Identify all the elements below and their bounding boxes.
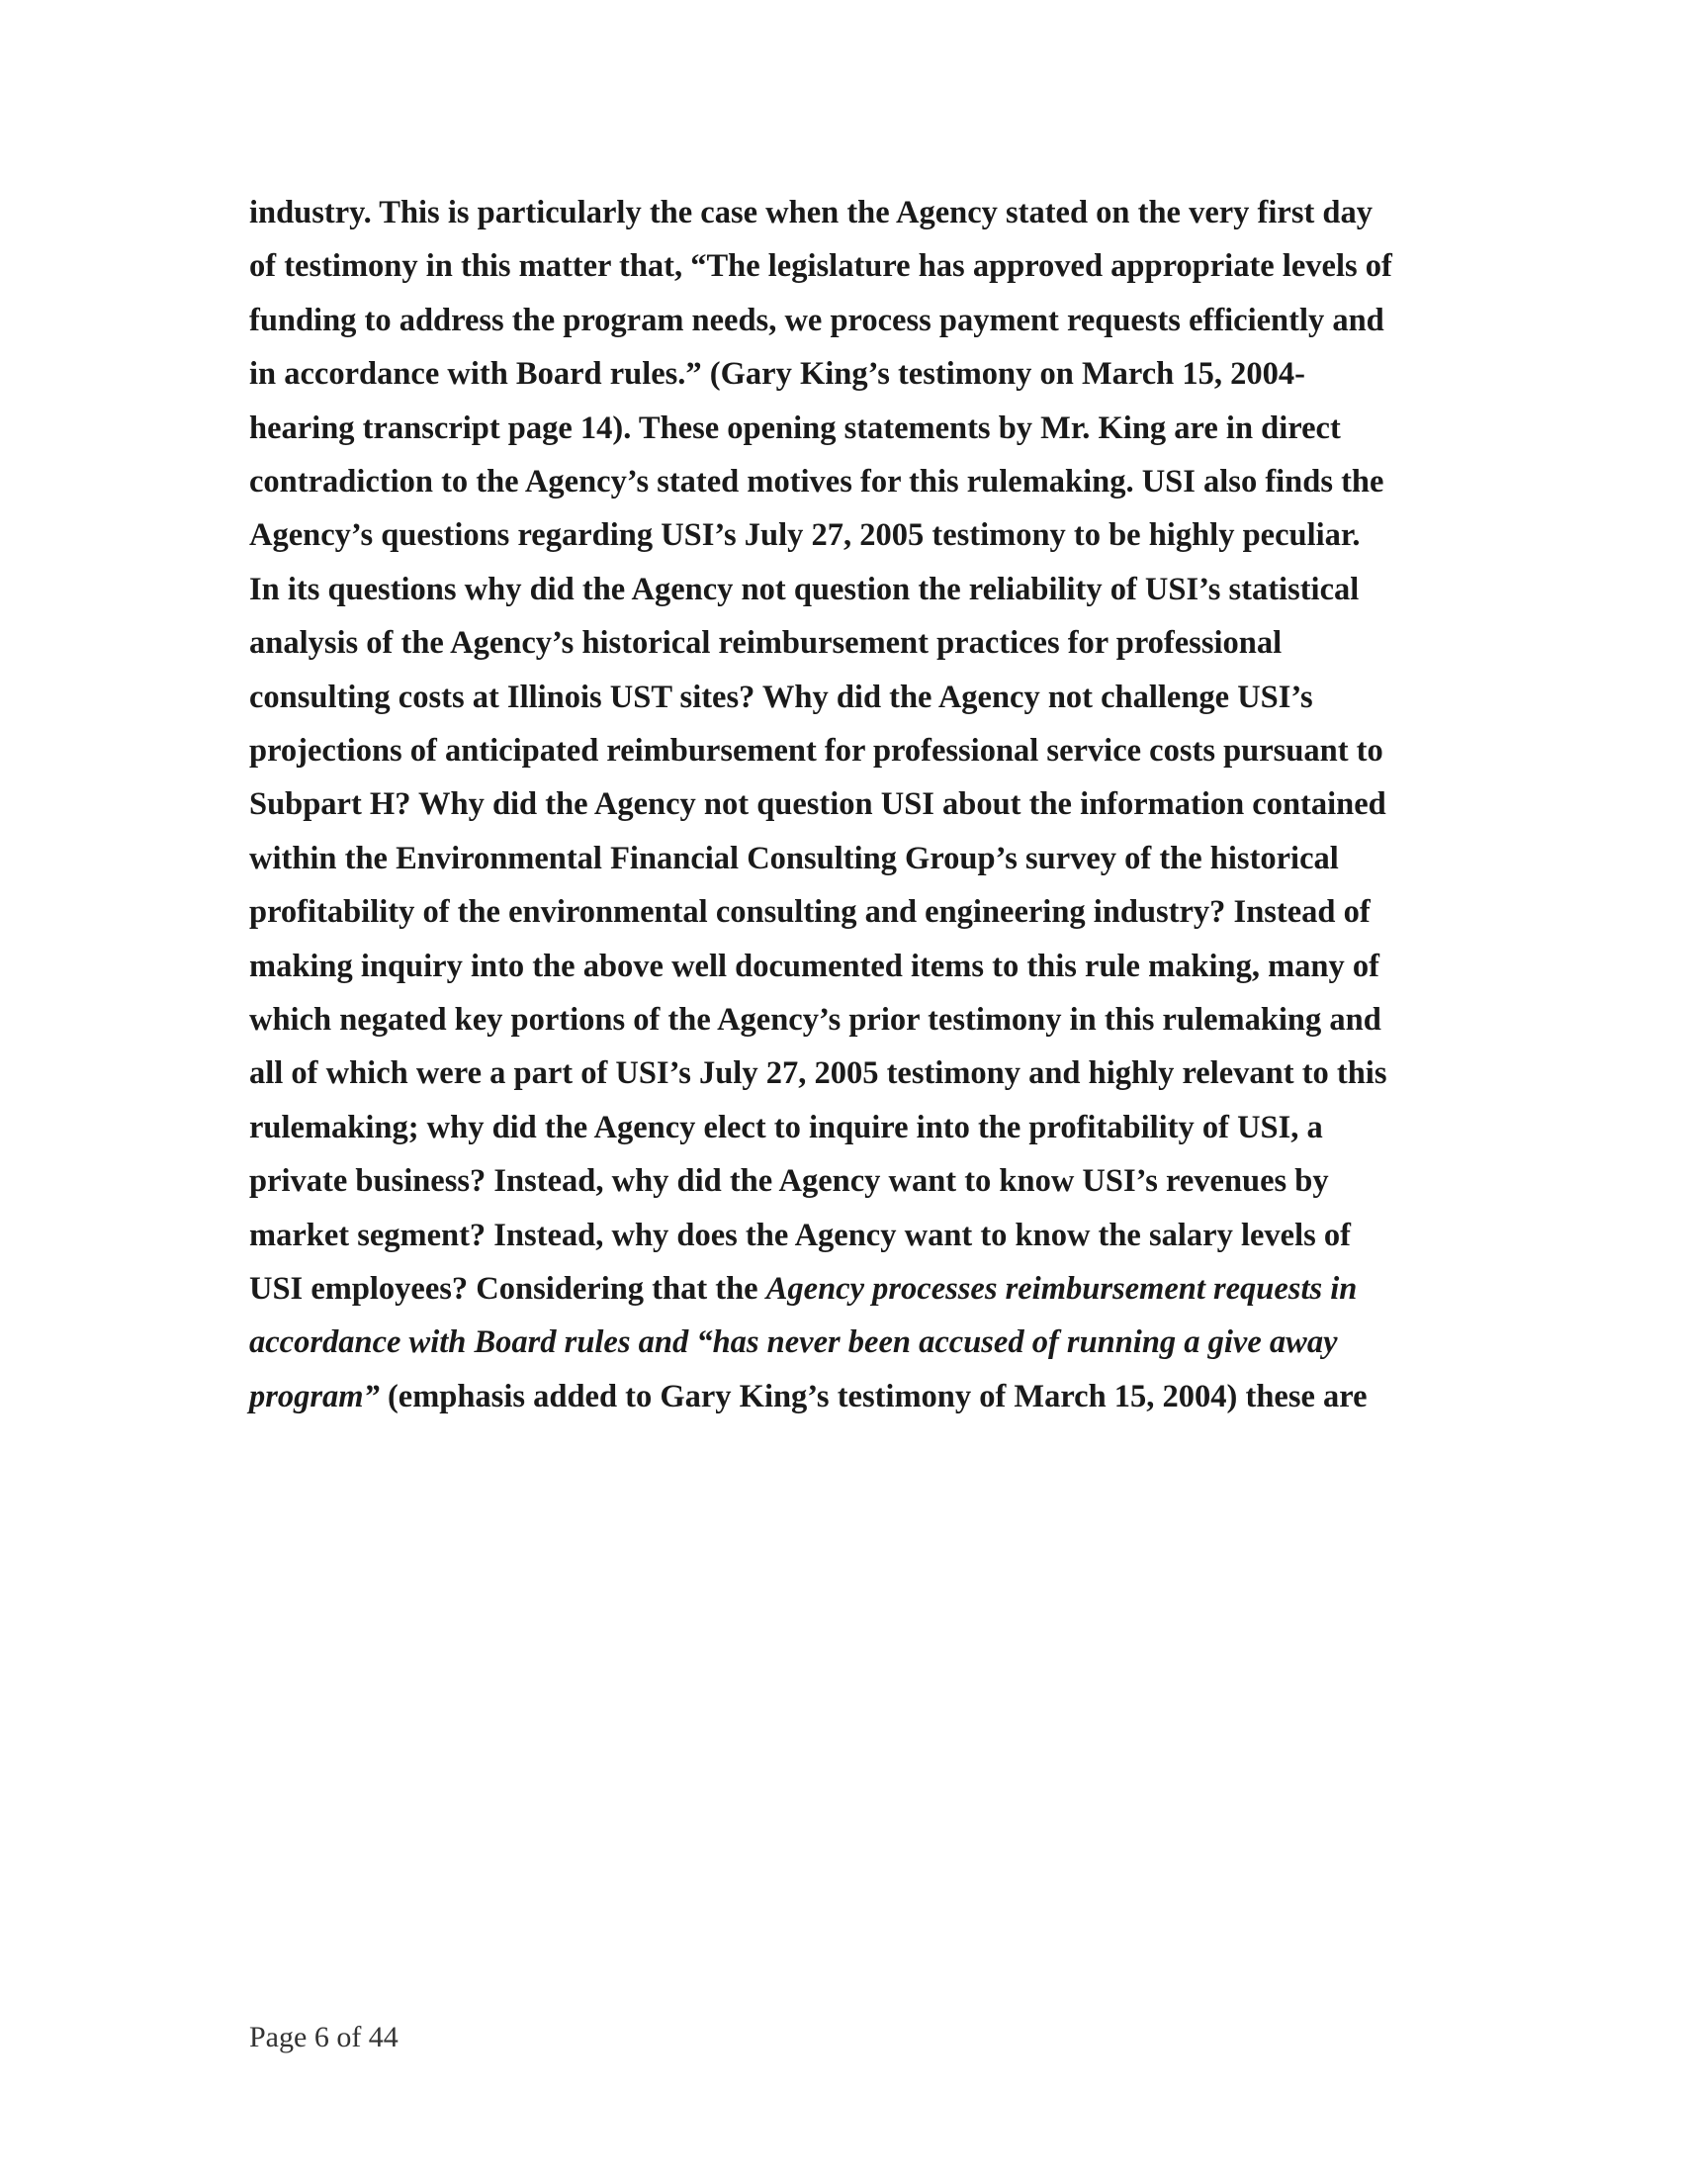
text-line bbox=[249, 236, 1392, 296]
text-line bbox=[249, 668, 1313, 727]
page-number: Page 6 of 44 bbox=[249, 2021, 399, 2053]
text-line bbox=[249, 990, 1381, 1049]
text-segment: Agency’s questions regarding USI’s July 27, 2005 testimony to be highly peculiar. bbox=[249, 517, 1361, 554]
text-segment: within the Environmental Financial Consulting Group’s survey of the historical bbox=[249, 840, 1339, 876]
text-segment: In its questions why did the Agency not question the reliability of USI’s statistical bbox=[249, 571, 1360, 607]
text-line bbox=[249, 452, 1383, 511]
text-line bbox=[249, 291, 1384, 350]
text-line bbox=[249, 1151, 1329, 1211]
text-line bbox=[249, 721, 1383, 780]
text-segment: of testimony in this matter that, “The legislature has approved appropriate levels of bbox=[249, 248, 1392, 285]
text-segment: USI employees? Considering that the bbox=[249, 1271, 766, 1307]
text-segment: rulemaking; why did the Agency elect to inquire into the profitability of USI, a bbox=[249, 1109, 1323, 1145]
text-line bbox=[249, 1259, 1357, 1319]
emphasis-text: program” bbox=[249, 1378, 380, 1414]
text-segment: contradiction to the Agency’s stated motives for this rulemaking. USI also finds the bbox=[249, 464, 1384, 500]
text-segment: projections of anticipated reimbursement for professional service costs pursuant to bbox=[249, 733, 1383, 769]
text-line bbox=[249, 937, 1379, 996]
text-line bbox=[249, 1044, 1386, 1103]
text-segment: private business? Instead, why did the Agency want to know USI’s revenues by bbox=[249, 1163, 1329, 1200]
text-segment: all of which were a part of USI’s July 27, 2005 testimony and highly relevant to this bbox=[249, 1055, 1387, 1092]
text-line bbox=[249, 1313, 1338, 1372]
text-segment: Subpart H? Why did the Agency not question USI about the information contained bbox=[249, 786, 1386, 823]
text-line bbox=[249, 1367, 1368, 1426]
text-line bbox=[249, 505, 1360, 565]
emphasis-text: accordance with Board rules and “has never been accused of running a give away bbox=[249, 1324, 1338, 1361]
text-segment: (emphasis added to Gary King’s testimony of March 15, 2004) these are bbox=[379, 1378, 1368, 1414]
text-segment: making inquiry into the above well documented items to this rule making, many of bbox=[249, 948, 1379, 984]
text-line bbox=[249, 399, 1341, 458]
text-line bbox=[249, 829, 1339, 888]
text-segment: consulting costs at Illinois UST sites? Why did the Agency not challenge USI’s bbox=[249, 679, 1313, 715]
text-segment: which negated key portions of the Agency’s prior testimony in this rulemaking and bbox=[249, 1002, 1381, 1038]
text-line bbox=[249, 183, 1373, 242]
text-segment: industry. This is particularly the case when the Agency stated on the very first day bbox=[249, 195, 1373, 230]
text-segment: profitability of the environmental consulting and engineering industry? Instead of bbox=[249, 894, 1371, 931]
text-segment: in accordance with Board rules.” (Gary King’s testimony on March 15, 2004- bbox=[249, 356, 1305, 393]
text-segment: market segment? Instead, why does the Agency want to know the salary levels of bbox=[249, 1217, 1351, 1253]
text-segment: hearing transcript page 14). These opening statements by Mr. King are in direct bbox=[249, 410, 1341, 446]
text-line bbox=[249, 1098, 1323, 1157]
text-line bbox=[249, 882, 1371, 942]
text-line bbox=[249, 344, 1305, 404]
text-segment: analysis of the Agency’s historical reimbursement practices for professional bbox=[249, 625, 1283, 662]
text-line bbox=[249, 560, 1359, 619]
text-line bbox=[249, 774, 1386, 834]
text-line bbox=[249, 613, 1282, 673]
text-segment: funding to address the program needs, we process payment requests efficiently and bbox=[249, 302, 1384, 338]
emphasis-text: Agency processes reimbursement requests in bbox=[765, 1271, 1358, 1307]
text-line bbox=[249, 1206, 1351, 1265]
